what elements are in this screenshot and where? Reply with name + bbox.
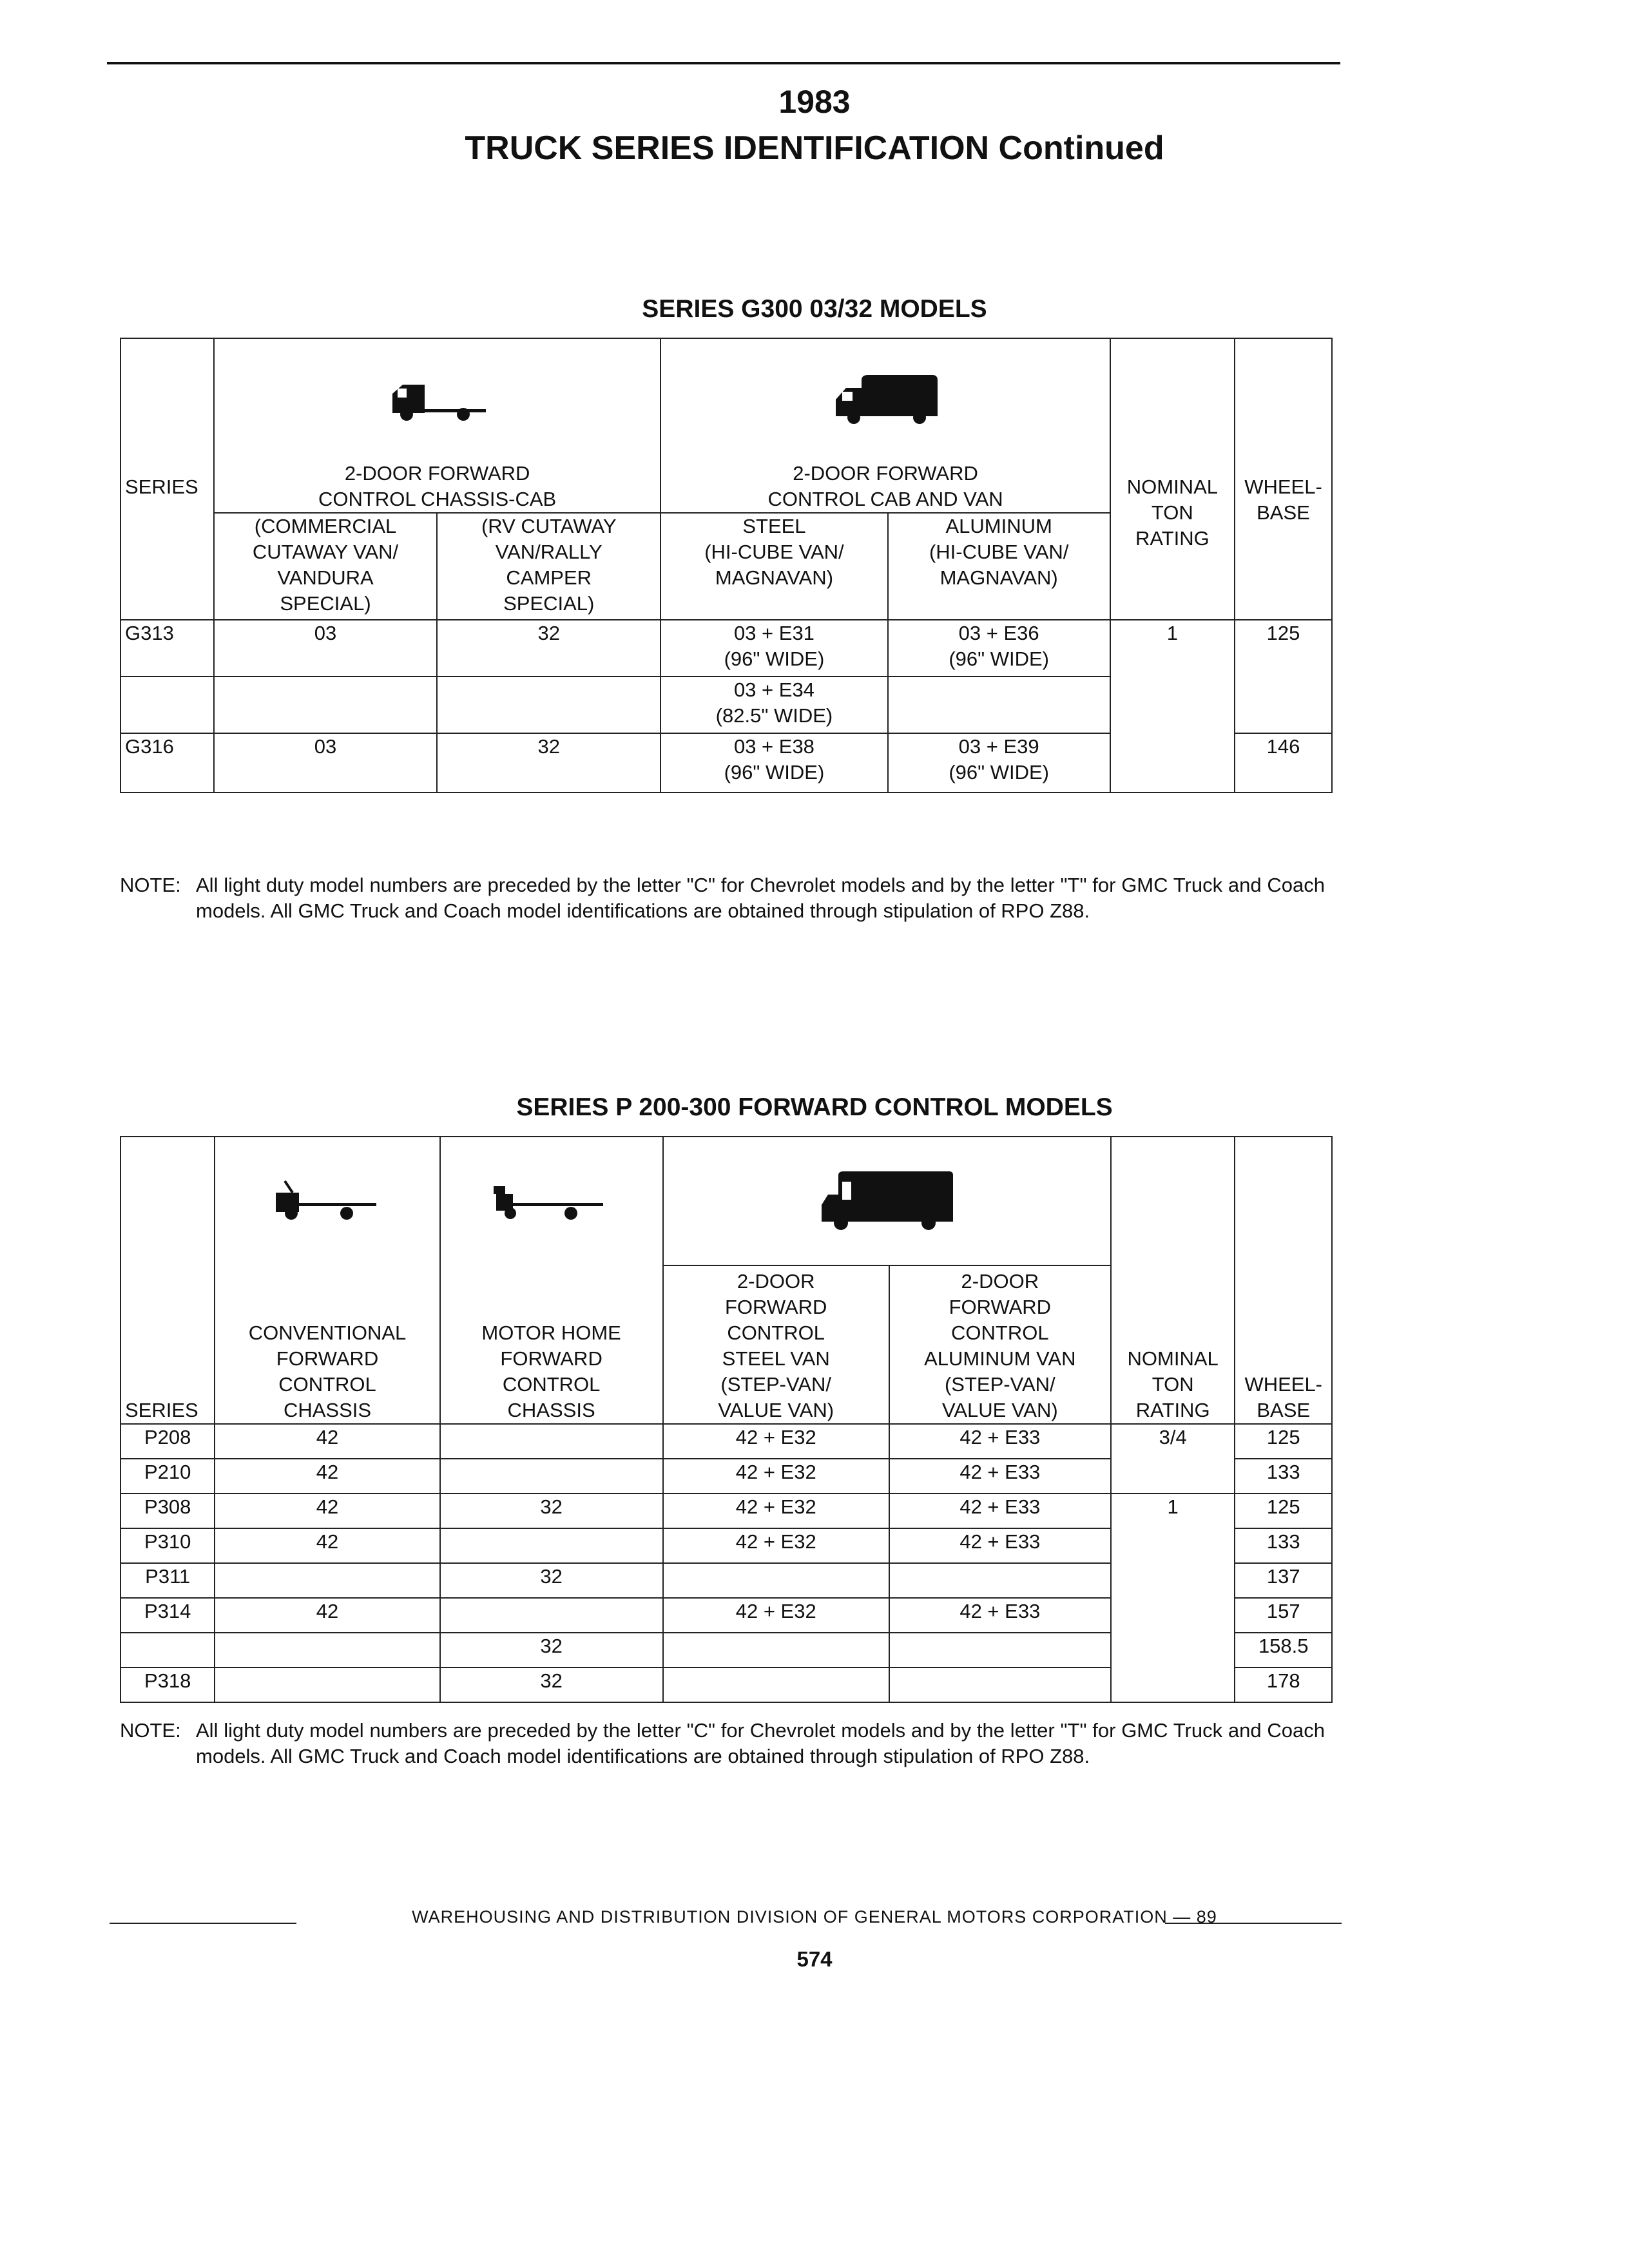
aluminum-cell: 42 + E33	[889, 1459, 1111, 1494]
ton-cell: 3/4	[1111, 1424, 1235, 1494]
g300-sub-rv	[437, 513, 660, 620]
p200-conventional-line: CONVENTIONAL	[248, 1321, 407, 1344]
cutaway-chassis-cab-icon	[380, 374, 496, 426]
steel-cell	[660, 733, 887, 793]
p200-steel-line: (STEP-VAN/	[720, 1373, 832, 1396]
motorhome-cell: 32	[440, 1563, 663, 1598]
group-line: 2-DOOR FORWARD	[344, 462, 530, 485]
group-line: CONTROL CHASSIS-CAB	[318, 488, 557, 510]
aluminum-cell	[888, 620, 1110, 677]
aluminum-line: 03 + E39	[958, 735, 1039, 758]
steel-cell	[660, 677, 887, 733]
aluminum-cell	[889, 1633, 1111, 1667]
steel-line: 03 + E38	[733, 735, 815, 758]
sub-line: STEEL	[742, 515, 806, 537]
sub-line: VAN/RALLY	[495, 541, 602, 563]
sub-line: (COMMERCIAL	[254, 515, 397, 537]
g300-sub-steel	[660, 513, 887, 620]
p200-table	[120, 1136, 1333, 1703]
g300-cab-van-icon-cell	[660, 338, 1110, 461]
p200-conventional-line: CONTROL	[278, 1373, 376, 1396]
g300-wheelbase-header	[1235, 338, 1332, 620]
aluminum-cell: 42 + E33	[889, 1598, 1111, 1633]
conventional-cell: 42	[215, 1528, 439, 1563]
g300-nominal-line: NOMINAL	[1126, 476, 1218, 498]
conventional-cell	[215, 1633, 439, 1667]
p200-conventional-line: FORWARD	[276, 1347, 379, 1370]
note-text: All light duty model numbers are preceded by the letter "C" for Chevrolet models and by the letter "T" for GMC Truck and Coach models. All GMC Truck and Coach model identifications are obtained through stipulation of RPO Z88.	[196, 1719, 1325, 1767]
p200-nominal-header	[1111, 1137, 1235, 1424]
p200-motorhome-line: FORWARD	[500, 1347, 602, 1370]
series-cell: P318	[120, 1667, 215, 1702]
p200-steel-line: FORWARD	[724, 1296, 827, 1318]
aluminum-cell: 42 + E33	[889, 1494, 1111, 1528]
series-cell: P310	[120, 1528, 215, 1563]
wheelbase-cell: 146	[1235, 733, 1332, 793]
cab-and-van-icon	[824, 371, 947, 429]
steel-cell: 42 + E32	[663, 1494, 889, 1528]
steel-cell	[663, 1667, 889, 1702]
group-line: 2-DOOR FORWARD	[793, 462, 978, 485]
motorhome-cell	[440, 1598, 663, 1633]
wheelbase-cell: 178	[1235, 1667, 1332, 1702]
aluminum-cell	[888, 677, 1110, 733]
g300-nominal-header	[1110, 338, 1235, 620]
aluminum-line: 03 + E36	[958, 622, 1039, 644]
aluminum-cell: 42 + E33	[889, 1528, 1111, 1563]
g300-series-header	[120, 338, 214, 620]
motorhome-cell: 32	[440, 1667, 663, 1702]
series-cell: P311	[120, 1563, 215, 1598]
p200-aluminum-line: (STEP-VAN/	[944, 1373, 1055, 1396]
sub-line: SPECIAL)	[280, 592, 371, 615]
p200-series-header	[120, 1137, 215, 1424]
note-p200	[120, 1718, 1325, 1769]
step-van-icon	[813, 1169, 961, 1233]
g300-wheelbase-line: WHEEL-	[1244, 476, 1322, 498]
rv-cell: 32	[437, 620, 660, 677]
g300-nominal-line: TON	[1151, 501, 1193, 524]
p200-aluminum-line: 2-DOOR	[961, 1270, 1039, 1293]
group-line: CONTROL CAB AND VAN	[767, 488, 1003, 510]
p200-nominal-line: NOMINAL	[1127, 1347, 1219, 1370]
g300-sub-commercial	[214, 513, 437, 620]
wheelbase-cell: 125	[1235, 620, 1332, 733]
motorhome-cell: 32	[440, 1633, 663, 1667]
ton-cell: 1	[1110, 620, 1235, 793]
p200-nominal-line: RATING	[1135, 1399, 1210, 1421]
wheelbase-cell: 133	[1235, 1459, 1332, 1494]
sub-line: (RV CUTAWAY	[481, 515, 617, 537]
commercial-cell: 03	[214, 733, 437, 793]
series-cell	[120, 1633, 215, 1667]
steel-line: 03 + E31	[733, 622, 815, 644]
g300-nominal-line: RATING	[1135, 527, 1210, 550]
note-label: NOTE:	[120, 874, 181, 896]
rv-cell: 32	[437, 733, 660, 793]
aluminum-cell: 42 + E33	[889, 1424, 1111, 1459]
p200-wheelbase-line: WHEEL-	[1244, 1373, 1323, 1396]
p200-steel-header	[663, 1265, 889, 1424]
p200-aluminum-line: VALUE VAN)	[941, 1399, 1058, 1421]
page-year: 1983	[778, 84, 851, 120]
aluminum-line: (96" WIDE)	[949, 648, 1049, 670]
aluminum-line: (96" WIDE)	[949, 761, 1049, 783]
series-cell: P210	[120, 1459, 215, 1494]
steel-line: (96" WIDE)	[724, 761, 825, 783]
p200-motorhome-line: MOTOR HOME	[481, 1321, 621, 1344]
series-cell: G313	[120, 620, 214, 677]
sub-line: CUTAWAY VAN/	[252, 541, 399, 563]
motorhome-cell	[440, 1528, 663, 1563]
table-row	[120, 620, 1332, 677]
note-label: NOTE:	[120, 1719, 181, 1742]
steel-cell: 42 + E32	[663, 1459, 889, 1494]
series-cell: P308	[120, 1494, 215, 1528]
motorhome-cell	[440, 1459, 663, 1494]
commercial-cell	[214, 677, 437, 733]
sub-line: MAGNAVAN)	[940, 566, 1058, 589]
aluminum-cell	[889, 1563, 1111, 1598]
conventional-cell: 42	[215, 1424, 439, 1459]
p200-section-title: SERIES P 200-300 FORWARD CONTROL MODELS	[516, 1093, 1113, 1121]
p200-motorhome-header	[440, 1137, 663, 1424]
steel-cell: 42 + E32	[663, 1598, 889, 1633]
aluminum-cell	[888, 733, 1110, 793]
note-g300	[120, 872, 1325, 924]
steel-line: (96" WIDE)	[724, 648, 825, 670]
steel-cell: 42 + E32	[663, 1424, 889, 1459]
wheelbase-cell: 125	[1235, 1424, 1332, 1459]
top-rule	[107, 62, 1340, 64]
p200-steel-line: VALUE VAN)	[718, 1399, 834, 1421]
ton-cell: 1	[1111, 1494, 1235, 1702]
sub-line: CAMPER	[506, 566, 592, 589]
steel-cell	[660, 620, 887, 677]
series-cell: P208	[120, 1424, 215, 1459]
g300-chassis-cab-icon-cell	[214, 338, 660, 461]
series-cell	[120, 677, 214, 733]
commercial-cell: 03	[214, 620, 437, 677]
g300-sub-aluminum	[888, 513, 1110, 620]
steel-line: 03 + E34	[733, 678, 815, 701]
p200-aluminum-line: ALUMINUM VAN	[924, 1347, 1076, 1370]
p200-wheelbase-header	[1235, 1137, 1332, 1424]
p200-aluminum-line: CONTROL	[951, 1321, 1049, 1344]
steel-cell: 42 + E32	[663, 1528, 889, 1563]
page-number: 574	[796, 1947, 833, 1971]
sub-line: MAGNAVAN)	[715, 566, 834, 589]
p200-steel-line: CONTROL	[727, 1321, 825, 1344]
wheelbase-cell: 125	[1235, 1494, 1332, 1528]
g300-wheelbase-line: BASE	[1257, 501, 1310, 524]
p200-aluminum-header	[889, 1265, 1111, 1424]
table-row	[120, 1424, 1332, 1459]
g300-cab-van-group	[660, 461, 1110, 513]
conventional-cell: 42	[215, 1459, 439, 1494]
steel-cell	[663, 1563, 889, 1598]
p200-motorhome-line: CONTROL	[502, 1373, 601, 1396]
g300-series-label: SERIES	[125, 476, 198, 498]
steel-cell	[663, 1633, 889, 1667]
p200-conventional-line: CHASSIS	[283, 1399, 372, 1421]
p200-aluminum-line: FORWARD	[949, 1296, 1052, 1318]
conventional-chassis-icon	[263, 1176, 392, 1227]
sub-line: (HI-CUBE VAN/	[704, 541, 844, 563]
series-cell: P314	[120, 1598, 215, 1633]
conventional-cell: 42	[215, 1598, 439, 1633]
sub-line: (HI-CUBE VAN/	[929, 541, 1069, 563]
p200-nominal-line: TON	[1152, 1373, 1194, 1396]
g300-chassis-cab-group	[214, 461, 660, 513]
wheelbase-cell: 157	[1235, 1598, 1332, 1633]
sub-line: VANDURA	[277, 566, 374, 589]
p200-step-van-icon-cell	[663, 1137, 1111, 1265]
p200-motorhome-line: CHASSIS	[507, 1399, 595, 1421]
rv-cell	[437, 677, 660, 733]
p200-conventional-header	[215, 1137, 439, 1424]
conventional-cell	[215, 1667, 439, 1702]
page-title: TRUCK SERIES IDENTIFICATION Continued	[465, 130, 1164, 167]
table-row	[120, 1494, 1332, 1528]
steel-line: (82.5" WIDE)	[715, 704, 833, 727]
footer-text: WAREHOUSING AND DISTRIBUTION DIVISION OF GENERAL MOTORS CORPORATION — 89	[412, 1907, 1217, 1927]
conventional-cell: 42	[215, 1494, 439, 1528]
motorhome-cell	[440, 1424, 663, 1459]
conventional-cell	[215, 1563, 439, 1598]
g300-section-title: SERIES G300 03/32 MODELS	[642, 295, 987, 323]
sub-line: SPECIAL)	[503, 592, 595, 615]
motorhome-cell: 32	[440, 1494, 663, 1528]
note-text: All light duty model numbers are preceded by the letter "C" for Chevrolet models and by the letter "T" for GMC Truck and Coach models. All GMC Truck and Coach model identifications are obtained through stipulation of RPO Z88.	[196, 874, 1325, 922]
wheelbase-cell: 133	[1235, 1528, 1332, 1563]
p200-wheelbase-line: BASE	[1257, 1399, 1311, 1421]
series-cell: G316	[120, 733, 214, 793]
p200-steel-line: 2-DOOR	[737, 1270, 815, 1293]
g300-table	[120, 338, 1333, 793]
wheelbase-cell: 137	[1235, 1563, 1332, 1598]
wheelbase-cell: 158.5	[1235, 1633, 1332, 1667]
sub-line: ALUMINUM	[945, 515, 1052, 537]
motor-home-chassis-icon	[481, 1176, 622, 1227]
p200-steel-line: STEEL VAN	[722, 1347, 830, 1370]
aluminum-cell	[889, 1667, 1111, 1702]
p200-series-label: SERIES	[125, 1399, 198, 1421]
